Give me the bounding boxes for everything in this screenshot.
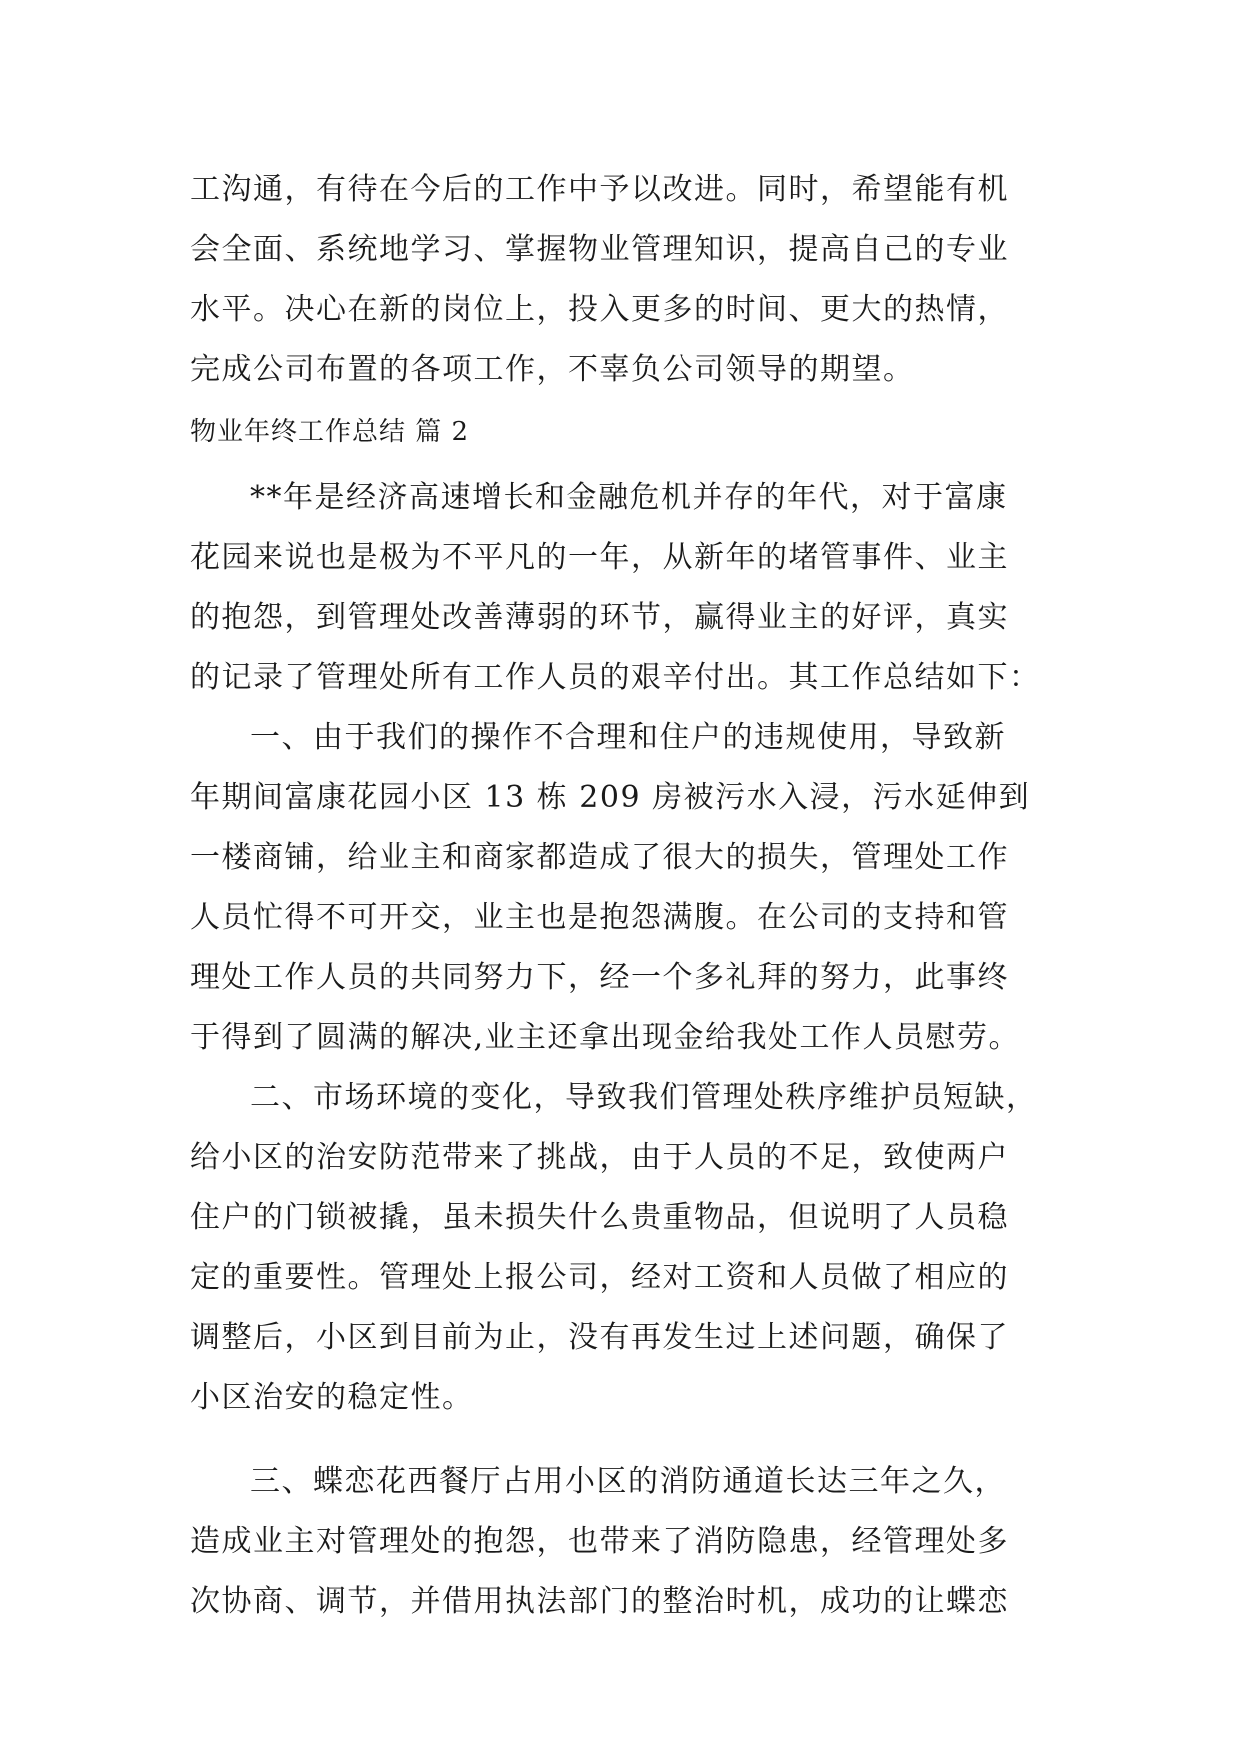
item-2-paragraph [190, 1068, 1070, 1428]
text-line: **年是经济高速增长和金融危机并存的年代，对于富康 [250, 480, 1008, 515]
text-line: 次协商、调节，并借用执法部门的整治时机，成功的让蝶恋 [190, 1584, 1009, 1619]
intro-paragraph [190, 468, 1070, 708]
text-line: 花园来说也是极为不平凡的一年，从新年的堵管事件、业主 [190, 540, 1009, 575]
text-line: 人员忙得不可开交，业主也是抱怨满腹。在公司的支持和管 [190, 900, 1009, 935]
text-line: 三、蝶恋花西餐厅占用小区的消防通道长达三年之久， [250, 1464, 1006, 1499]
text-line: 工沟通，有待在今后的工作中予以改进。同时，希望能有机 [190, 172, 1009, 207]
continued-paragraph [190, 160, 1070, 400]
document-page [190, 160, 1070, 1632]
text-line: 完成公司布置的各项工作，不辜负公司领导的期望。 [190, 352, 915, 387]
section-heading: 物业年终工作总结 篇 2 [190, 417, 470, 447]
text-line: 造成业主对管理处的抱怨，也带来了消防隐患，经管理处多 [190, 1524, 1009, 1559]
text-line: 一楼商铺，给业主和商家都造成了很大的损失，管理处工作 [190, 840, 1009, 875]
text-line: 调整后，小区到目前为止，没有再发生过上述问题，确保了 [190, 1320, 1009, 1355]
text-line: 一、由于我们的操作不合理和住户的违规使用，导致新 [250, 720, 1006, 755]
text-line: 小区治安的稳定性。 [190, 1380, 474, 1415]
text-line: 二、市场环境的变化，导致我们管理处秩序维护员短缺， [250, 1080, 1038, 1115]
text-line: 会全面、系统地学习、掌握物业管理知识，提高自己的专业 [190, 232, 1009, 267]
text-line: 的记录了管理处所有工作人员的艰辛付出。其工作总结如下： [190, 660, 1041, 695]
text-line: 理处工作人员的共同努力下，经一个多礼拜的努力，此事终 [190, 960, 1009, 995]
text-line: 于得到了圆满的解决,业主还拿出现金给我处工作人员慰劳。 [190, 1020, 1021, 1055]
text-line: 给小区的治安防范带来了挑战，由于人员的不足，致使两户 [190, 1140, 1009, 1175]
text-line: 水平。决心在新的岗位上，投入更多的时间、更大的热情， [190, 292, 1009, 327]
item-1-paragraph [190, 708, 1070, 1068]
item-3-paragraph [190, 1452, 1070, 1632]
text-line: 年期间富康花园小区 13 栋 209 房被污水入浸，污水延伸到 [190, 780, 1031, 815]
text-line: 住户的门锁被撬，虽未损失什么贵重物品，但说明了人员稳 [190, 1200, 1009, 1235]
text-line: 定的重要性。管理处上报公司，经对工资和人员做了相应的 [190, 1260, 1009, 1295]
text-line: 的抱怨，到管理处改善薄弱的环节，赢得业主的好评，真实 [190, 600, 1009, 635]
